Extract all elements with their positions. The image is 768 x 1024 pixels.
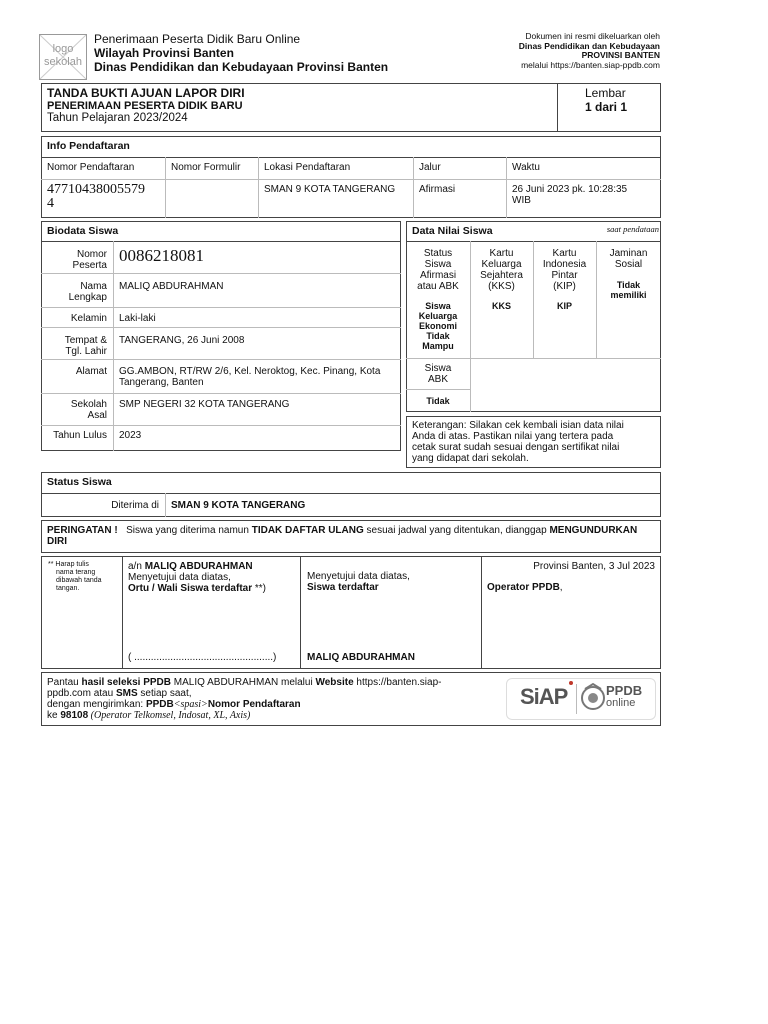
col-nomor-formulir: Nomor Formulir [171, 162, 241, 173]
jaminan-sosial-value: Tidak memiliki [610, 280, 647, 300]
col-jalur: Jalur [419, 162, 441, 173]
school-logo-placeholder [39, 34, 87, 80]
col-status-afirmasi: Status Siswa Afirmasi atau ABK [417, 248, 459, 292]
logo-text: logo sekolah [44, 43, 82, 68]
student-name: MALIQ ABDURAHMAN [307, 652, 415, 663]
label-sekolah-asal: Sekolah Asal [70, 399, 107, 421]
page-title: TANDA BUKTI AJUAN LAPOR DIRI PENERIMAAN PESERTA DIDIK BARU Tahun Pelajaran 2023/2024 [47, 86, 245, 124]
signature-guardian: a/n MALIQ ABDURAHMAN Menyetujui data diatas, Ortu / Wali Siswa terdaftar **) [128, 561, 267, 594]
ppdb-logo: PPDB online [606, 683, 643, 709]
signature-operator: Operator PPDB, [487, 582, 563, 593]
siswa-abk-value: Tidak [426, 396, 450, 406]
nomor-pendaftaran-value: 47710438005579 4 [47, 182, 145, 211]
header-issuer: Dokumen ini resmi dikeluarkan oleh Dinas Pendidikan dan Kebudayaan PROVINSI BANTEN melalui https://banten.siap-ppdb.com [518, 31, 660, 70]
kip-value: KIP [556, 301, 572, 311]
siap-logo: SiAP [520, 684, 568, 709]
lokasi-value: SMAN 9 KOTA TANGERANG [264, 184, 396, 195]
col-kks: Kartu Keluarga Sejahtera (KKS) [480, 248, 523, 292]
alamat-value: GG.AMBON, RT/RW 2/6, Kel. Neroktog, Kec. Pinang, Kota Tangerang, Banten [119, 366, 381, 388]
col-lokasi: Lokasi Pendaftaran [264, 162, 351, 173]
col-waktu: Waktu [512, 162, 540, 173]
col-nomor-pendaftaran: Nomor Pendaftaran [47, 162, 135, 173]
tahun-lulus-value: 2023 [119, 430, 142, 441]
sheet-count: Lembar 1 dari 1 [585, 86, 628, 114]
signature-student: Menyetujui data diatas, Siswa terdaftar [307, 571, 410, 593]
status-afirmasi-value: Siswa Keluarga Ekonomi Tidak Mampu [418, 301, 458, 351]
col-jaminan-sosial: Jaminan Sosial [609, 248, 648, 270]
diterima-di-value: SMAN 9 KOTA TANGERANG [171, 500, 306, 511]
warning-text: PERINGATAN ! Siswa yang diterima namun TIDAK DAFTAR ULANG sesuai jadwal yang ditentukan, dianggap MENGUNDURKAN DIRI [47, 525, 638, 547]
nilai-note: saat pendataan [606, 224, 659, 234]
jalur-value: Afirmasi [419, 184, 456, 195]
nilai-heading: Data Nilai Siswa [412, 225, 493, 237]
guardian-name-blank: ( ..................................................) [128, 652, 277, 663]
sekolah-asal-value: SMP NEGERI 32 KOTA TANGERANG [119, 399, 290, 410]
signature-place-date: Provinsi Banten, 3 Jul 2023 [533, 561, 655, 572]
ttl-value: TANGERANG, 26 Juni 2008 [119, 335, 245, 346]
siap-logo-dot [569, 681, 573, 685]
status-heading: Status Siswa [47, 476, 112, 488]
label-siswa-abk: Siswa ABK [424, 363, 452, 385]
info-heading: Info Pendaftaran [47, 140, 130, 152]
ppdb-emblem-icon [580, 681, 606, 715]
label-nomor-peserta: Nomor Peserta [72, 249, 107, 271]
label-ttl: Tempat & Tgl. Lahir [64, 335, 107, 357]
footer-text: Pantau hasil seleksi PPDB MALIQ ABDURAHMAN melalui Website https://banten.siap- ppdb.com atau SMS setiap saat, dengan mengirimkan: PPDB<spasi>Nomor Pendaftaran ke 98108 (Operator Telkomsel, Indosat, XL, Axis) [47, 677, 442, 721]
signature-note: ** Harap tulis nama terang dibawah tanda tangan. [48, 561, 102, 592]
label-kelamin: Kelamin [70, 313, 107, 324]
kelamin-value: Laki-laki [119, 313, 156, 324]
keterangan-text: Keterangan: Silakan cek kembali isian data nilai Anda di atas. Pastikan nilai yang tertera pada cetak surat sudah sesuai dengan sertifikat nilai yang didapat dari sekolah. [412, 420, 624, 464]
biodata-heading: Biodata Siswa [47, 225, 119, 237]
waktu-value: 26 Juni 2023 pk. 10:28:35 WIB [512, 184, 628, 206]
header-org: Penerimaan Peserta Didik Baru Online Wilayah Provinsi Banten Dinas Pendidikan dan Kebudayaan Provinsi Banten [94, 32, 389, 74]
nomor-peserta-value: 0086218081 [119, 246, 204, 265]
col-kip: Kartu Indonesia Pintar (KIP) [542, 248, 587, 292]
label-alamat: Alamat [75, 366, 107, 377]
kks-value: KKS [491, 301, 511, 311]
nama-value: MALIQ ABDURAHMAN [119, 281, 224, 292]
label-nama: Nama Lengkap [68, 281, 107, 303]
label-tahun-lulus: Tahun Lulus [53, 430, 107, 441]
label-diterima-di: Diterima di [111, 500, 159, 511]
